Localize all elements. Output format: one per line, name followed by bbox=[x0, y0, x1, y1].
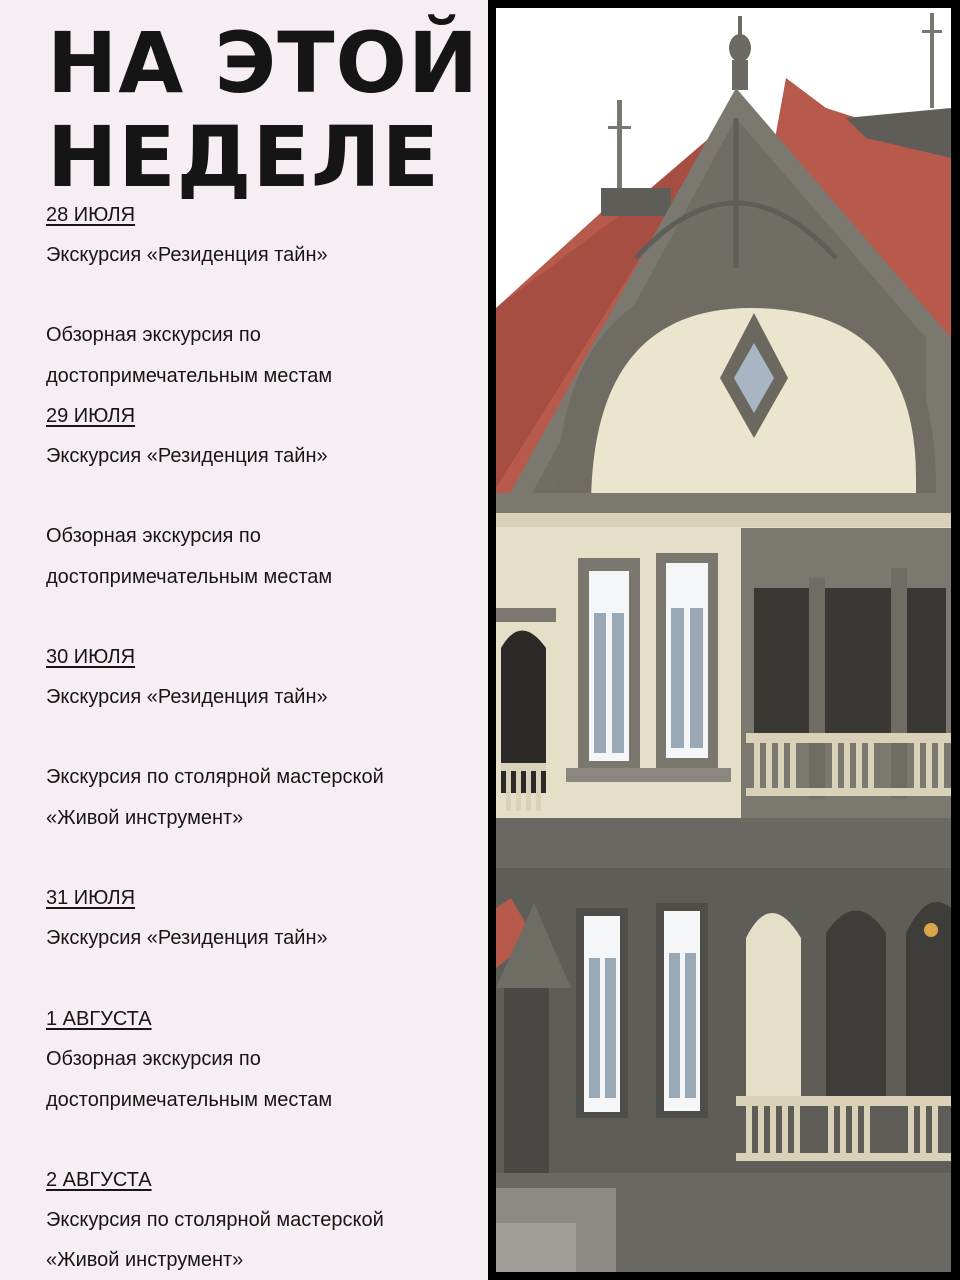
schedule-event: Экскурсия по столярной мастерской bbox=[46, 1209, 384, 1231]
schedule-date: 2 АВГУСТА bbox=[46, 1169, 152, 1191]
schedule-event: Обзорная экскурсия по bbox=[46, 324, 261, 346]
schedule-date: 1 АВГУСТА bbox=[46, 1008, 152, 1030]
schedule-event: «Живой инструмент» bbox=[46, 807, 244, 829]
schedule-date: 29 ИЮЛЯ bbox=[46, 405, 136, 427]
schedule-event: Обзорная экскурсия по bbox=[46, 525, 261, 547]
title-line-1: НА ЭТОЙ bbox=[47, 14, 480, 112]
title-line-2: НЕДЕЛЕ bbox=[47, 108, 441, 206]
building-photo bbox=[496, 8, 951, 1272]
schedule-event: Экскурсия «Резиденция тайн» bbox=[46, 927, 328, 949]
schedule-date: 30 ИЮЛЯ bbox=[46, 646, 136, 668]
schedule-event: Экскурсия «Резиденция тайн» bbox=[46, 445, 328, 467]
schedule-event: достопримечательным местам bbox=[46, 1089, 333, 1111]
schedule-date: 28 ИЮЛЯ bbox=[46, 204, 136, 226]
schedule-event: достопримечательным местам bbox=[46, 566, 333, 588]
schedule-date: 31 ИЮЛЯ bbox=[46, 887, 136, 909]
schedule-event: Экскурсия по столярной мастерской bbox=[46, 766, 384, 788]
building-illustration bbox=[496, 8, 951, 1272]
schedule-event: достопримечательным местам bbox=[46, 365, 333, 387]
page-title bbox=[47, 16, 479, 204]
schedule-event: Обзорная экскурсия по bbox=[46, 1048, 261, 1070]
schedule-event: Экскурсия «Резиденция тайн» bbox=[46, 686, 328, 708]
schedule-event: Экскурсия «Резиденция тайн» bbox=[46, 244, 328, 266]
schedule-event: «Живой инструмент» bbox=[46, 1249, 244, 1271]
